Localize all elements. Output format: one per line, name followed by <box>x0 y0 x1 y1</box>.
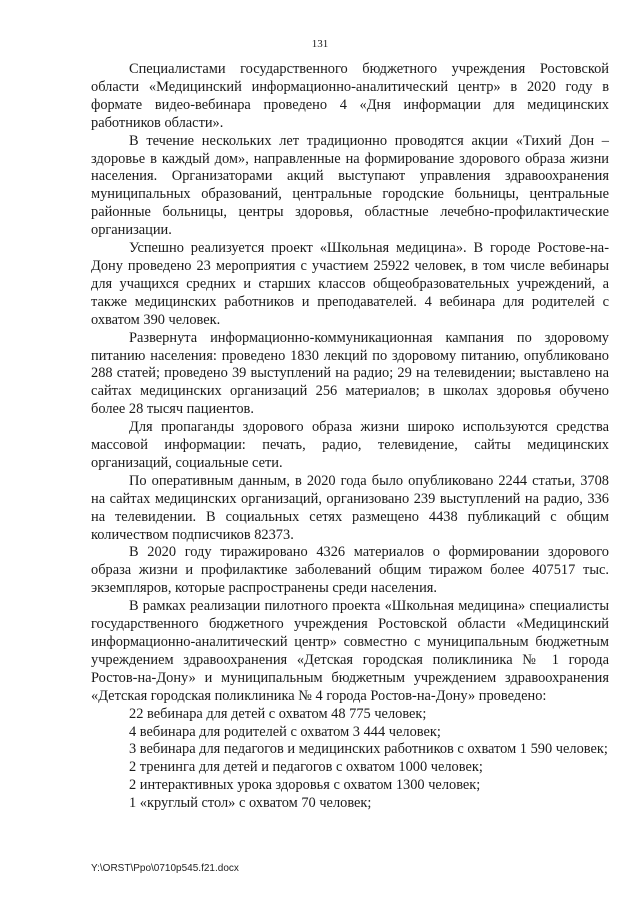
paragraph: Специалистами государственного бюджетного учреждения Ростовской области «Медицинский информационно-аналитический центр» в 2020 году в формате видео-вебинара проведено 4 «Дня информации для медицинских работников области». <box>91 61 609 131</box>
paragraph: Развернута информационно-коммуникационная кампания по здоровому питанию населения: проведено 1830 лекций по здоровому питанию, опубликовано 288 статей; проведено 39 выступлений на радио; 29 на телевидении; выставлено на сайтах медицинских организаций 256 материалов; в школах здоровья обучено более 28 тысяч пациентов. <box>91 329 609 418</box>
paragraph: В течение нескольких лет традиционно проводятся акции «Тихий Дон – здоровье в каждый дом», направленные на формирование здорового образа жизни населения. Организаторами акций выступают управления здравоохранения муниципальных образований, центральные городские больницы, центральные районные больницы, центры здоровья, областные лечебно-профилактические организации. <box>91 132 609 239</box>
document-body <box>91 61 609 813</box>
paragraph: Для пропаганды здорового образа жизни широко используются средства массовой информации: печать, радио, телевидение, сайты медицинских организаций, социальные сети. <box>91 419 609 471</box>
paragraph: В 2020 году тиражировано 4326 материалов о формировании здорового образа жизни и профилактике заболеваний общим тиражом более 407517 тыс. экземпляров, которые распространены среди населения. <box>91 544 609 597</box>
list-item: 22 вебинара для детей с охватом 48 775 человек; <box>129 705 427 722</box>
list-item: 2 тренинга для детей и педагогов с охватом 1000 человек; <box>129 759 483 776</box>
paragraph: Успешно реализуется проект «Школьная медицина». В городе Ростове-на-Дону проведено 23 мероприятия с участием 25922 человек, в том числе вебинары для учащихся средних и старших классов общеобразовательных учреждений, а также медицинских работников и преподавателей. 4 вебинара для родителей с охватом 390 человек. <box>91 240 609 328</box>
page-number: 131 <box>311 38 329 50</box>
paragraph: В рамках реализации пилотного проекта «Школьная медицина» специалисты государственного бюджетного учреждения Ростовской области «Медицинский информационно-аналитический центр» совместно с муниципальным бюджетным учреждением здравоохранения «Детская городская поликлиника № 1 города Ростов-на-Дону» и муниципальным бюджетным учреждением здравоохранения «Детская городская поликлиника № 4 города Ростов-на-Дону» проведено: <box>91 598 609 704</box>
list-item: 3 вебинара для педагогов и медицинских работников с охватом 1 590 человек; <box>129 741 608 758</box>
paragraph: По оперативным данным, в 2020 года было опубликовано 2244 статьи, 3708 на сайтах медицинских организаций, организовано 239 выступлений на радио, 336 на телевидении. В социальных сетях размещено 4438 публикаций с общим количеством подписчиков 82373. <box>91 472 609 543</box>
list-item: 4 вебинара для родителей с охватом 3 444 человек; <box>129 723 441 740</box>
file-path-footer: Y:\ORST\Ppo\0710p545.f21.docx <box>91 863 239 874</box>
list-item: 1 «круглый стол» с охватом 70 человек; <box>129 795 372 812</box>
list-item: 2 интерактивных урока здоровья с охватом 1300 человек; <box>129 777 481 794</box>
